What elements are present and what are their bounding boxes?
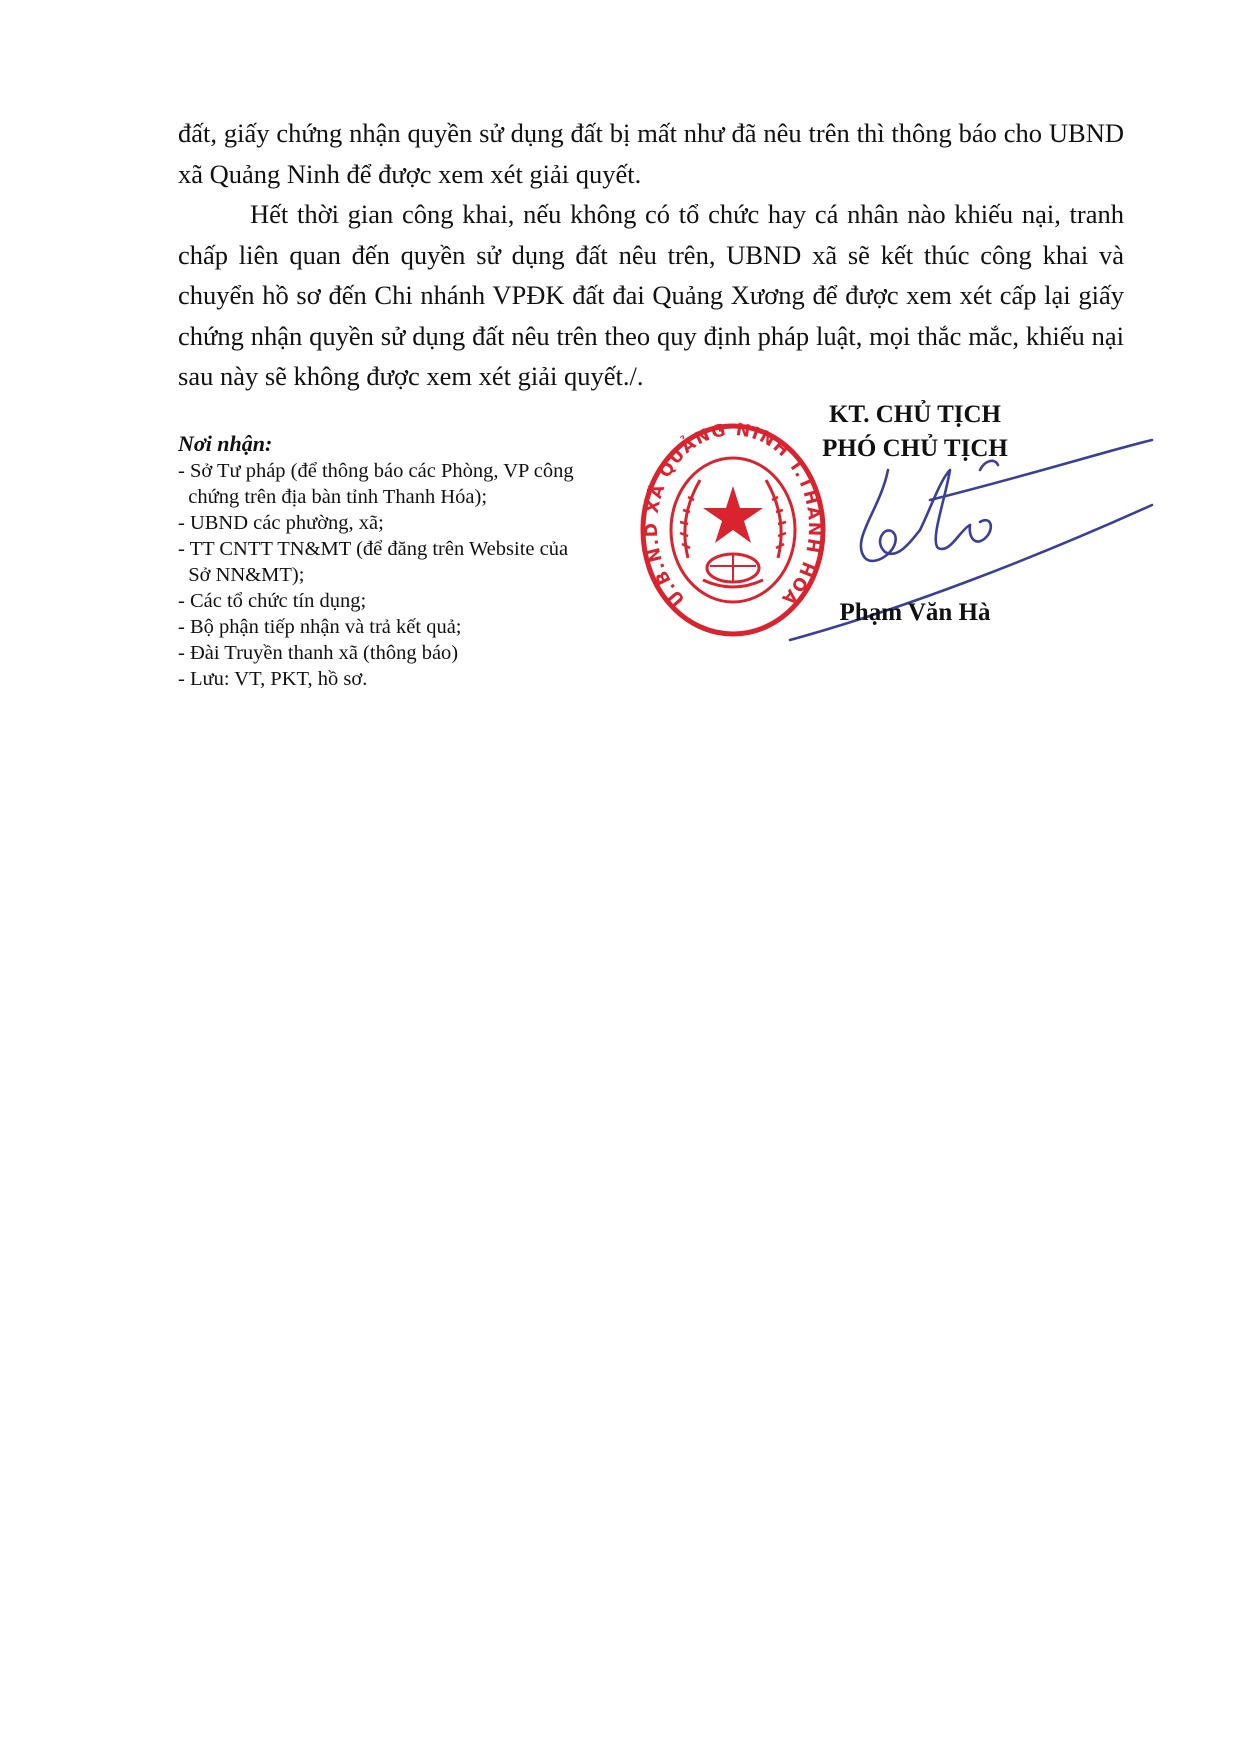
paragraph-1: đất, giấy chứng nhận quyền sử dụng đất bị mất như đã nêu trên thì thông báo cho UBND xã Quảng Ninh để được xem xét giải quyết. (178, 118, 1124, 189)
recipient-item: - Lưu: VT, PKT, hồ sơ. (178, 668, 368, 690)
recipients-heading: Nơi nhận: (178, 431, 273, 456)
seal-ring-text: U.B.N.D XÃ QUẢNG NINH T.THANH HÓA (641, 419, 825, 610)
recipient-item: - Sở Tư pháp (để thông báo các Phòng, VP công chứng trên địa bàn tỉnh Thanh Hóa); (178, 460, 574, 508)
body-text (178, 113, 1124, 397)
signature-title-line-1: KT. CHỦ TỊCH (828, 401, 1002, 428)
signature-title (785, 398, 1045, 466)
recipient-item: - TT CNTT TN&MT (để đăng trên Website của Sở NN&MT); (178, 538, 569, 586)
recipient-item: - Bộ phận tiếp nhận và trả kết quả; (178, 616, 462, 638)
recipient-item: - Các tổ chức tín dụng; (178, 590, 367, 612)
recipients-block (178, 430, 638, 692)
signature-title-line-2: PHÓ CHỦ TỊCH (822, 435, 1008, 462)
paragraph-2: Hết thời gian công khai, nếu không có tổ chức hay cá nhân nào khiếu nại, tranh chấp liên quan đến quyền sử dụng đất nêu trên, UBND xã sẽ kết thúc công khai và chuyển hồ sơ đến Chi nhánh VPĐK đất đai Quảng Xương để được xem xét cấp lại giấy chứng nhận quyền sử dụng đất nêu trên theo quy định pháp luật, mọi thắc mắc, khiếu nại sau này sẽ không được xem xét giải quyết./. (178, 199, 1124, 391)
recipient-item: - Đài Truyền thanh xã (thông báo) (178, 642, 459, 664)
recipient-item: - UBND các phường, xã; (178, 512, 384, 534)
signer-name: Phạm Văn Hà (839, 599, 991, 626)
